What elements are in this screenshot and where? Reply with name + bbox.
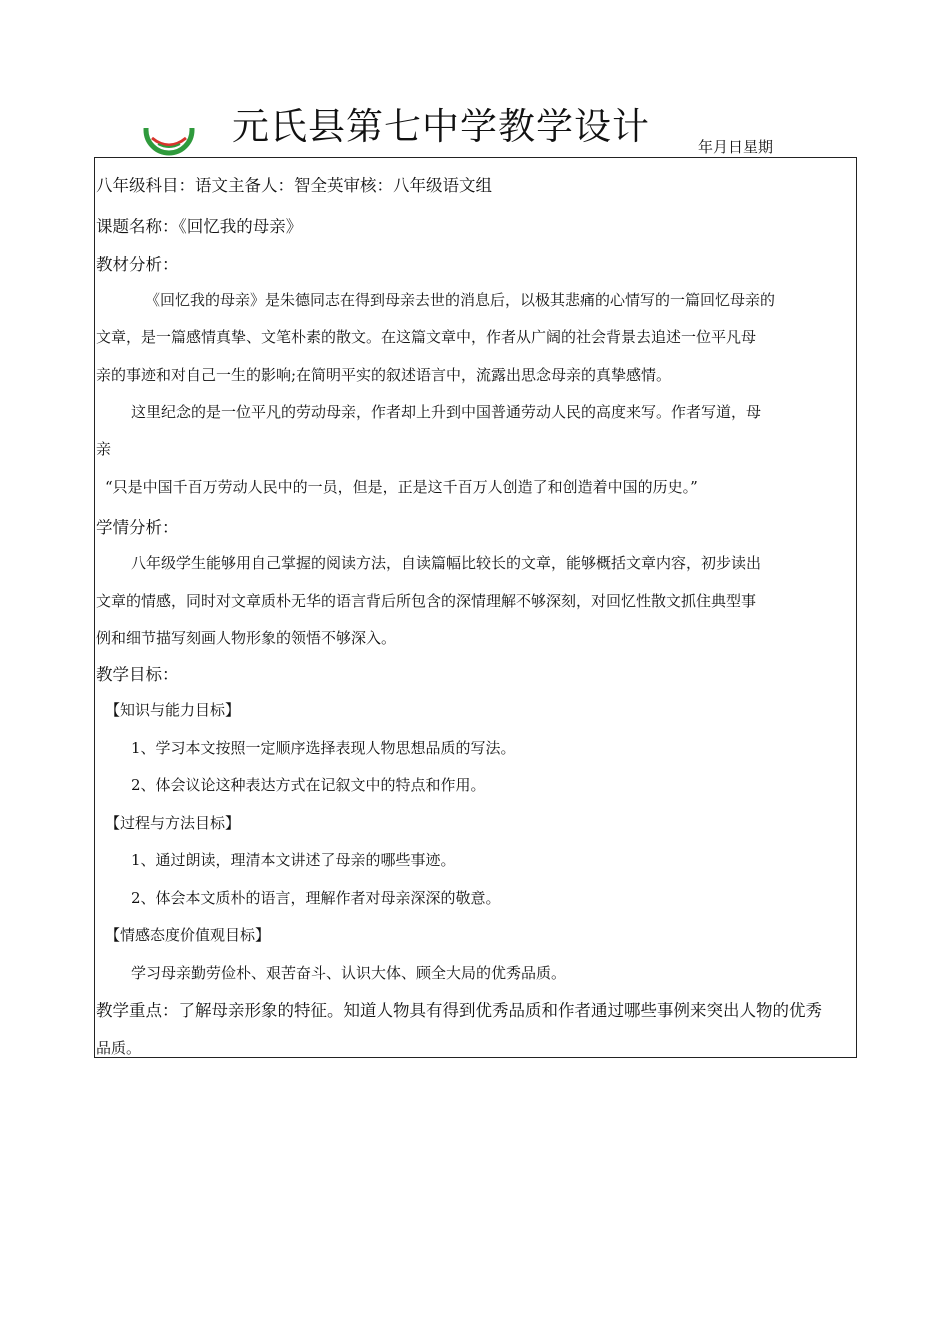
material-line: 亲 <box>96 440 112 458</box>
goal-item: 2、体会议论这种表达方式在记叙文中的特点和作用。 <box>131 776 486 794</box>
knowledge-goal-title: 【知识与能力目标】 <box>105 701 241 719</box>
date-line: 年月日星期 <box>698 138 774 156</box>
students-heading: 学情分析： <box>96 518 179 537</box>
material-heading: 教材分析： <box>96 255 179 274</box>
key-point-line: 品质。 <box>96 1039 142 1057</box>
process-goal-title: 【过程与方法目标】 <box>105 814 241 832</box>
key-point-line: 教学重点：了解母亲形象的特征。知道人物具有得到优秀品质和作者通过哪些事例来突出人物的优秀 <box>96 1001 822 1020</box>
school-logo <box>142 128 196 158</box>
students-line: 例和细节描写刻画人物形象的领悟不够深入。 <box>96 629 397 647</box>
material-quote: “只是中国千百万劳动人民中的一员，但是，正是这千百万人创造了和创造着中国的历史。” <box>105 478 698 496</box>
goal-item: 1、通过朗读，理清本文讲述了母亲的哪些事迹。 <box>131 851 456 869</box>
students-line: 八年级学生能够用自己掌握的阅读方法，自读篇幅比较长的文章，能够概括文章内容，初步读出 <box>131 554 762 572</box>
goals-heading: 教学目标： <box>96 665 179 684</box>
material-line: 文章，是一篇感情真挚、文笔朴素的散文。在这篇文章中，作者从广阔的社会背景去追述一位平凡母 <box>96 328 757 346</box>
page-title: 元氏县第七中学教学设计 <box>232 105 650 148</box>
material-line: 《回忆我的母亲》是朱德同志在得到母亲去世的消息后，以极其悲痛的心情写的一篇回忆母亲的 <box>145 291 776 309</box>
lesson-topic: 课题名称：《回忆我的母亲》 <box>96 217 303 236</box>
goal-item: 1、学习本文按照一定顺序选择表现人物思想品质的写法。 <box>131 739 516 757</box>
students-line: 文章的情感，同时对文章质朴无华的语言背后所包含的深情理解不够深刻，对回忆性散文抓住典型事 <box>96 592 757 610</box>
goal-item: 2、体会本文质朴的语言，理解作者对母亲深深的敬意。 <box>131 889 501 907</box>
course-meta: 八年级科目：语文主备人：智全英审核：八年级语文组 <box>96 176 492 195</box>
emotion-goal-title: 【情感态度价值观目标】 <box>105 926 271 944</box>
material-line: 亲的事迹和对自己一生的影响;在简明平实的叙述语言中，流露出思念母亲的真挚感情。 <box>96 366 672 384</box>
material-line: 这里纪念的是一位平凡的劳动母亲，作者却上升到中国普通劳动人民的高度来写。作者写道，母 <box>131 403 762 421</box>
goal-item: 学习母亲勤劳俭朴、艰苦奋斗、认识大体、顾全大局的优秀品质。 <box>131 964 567 982</box>
